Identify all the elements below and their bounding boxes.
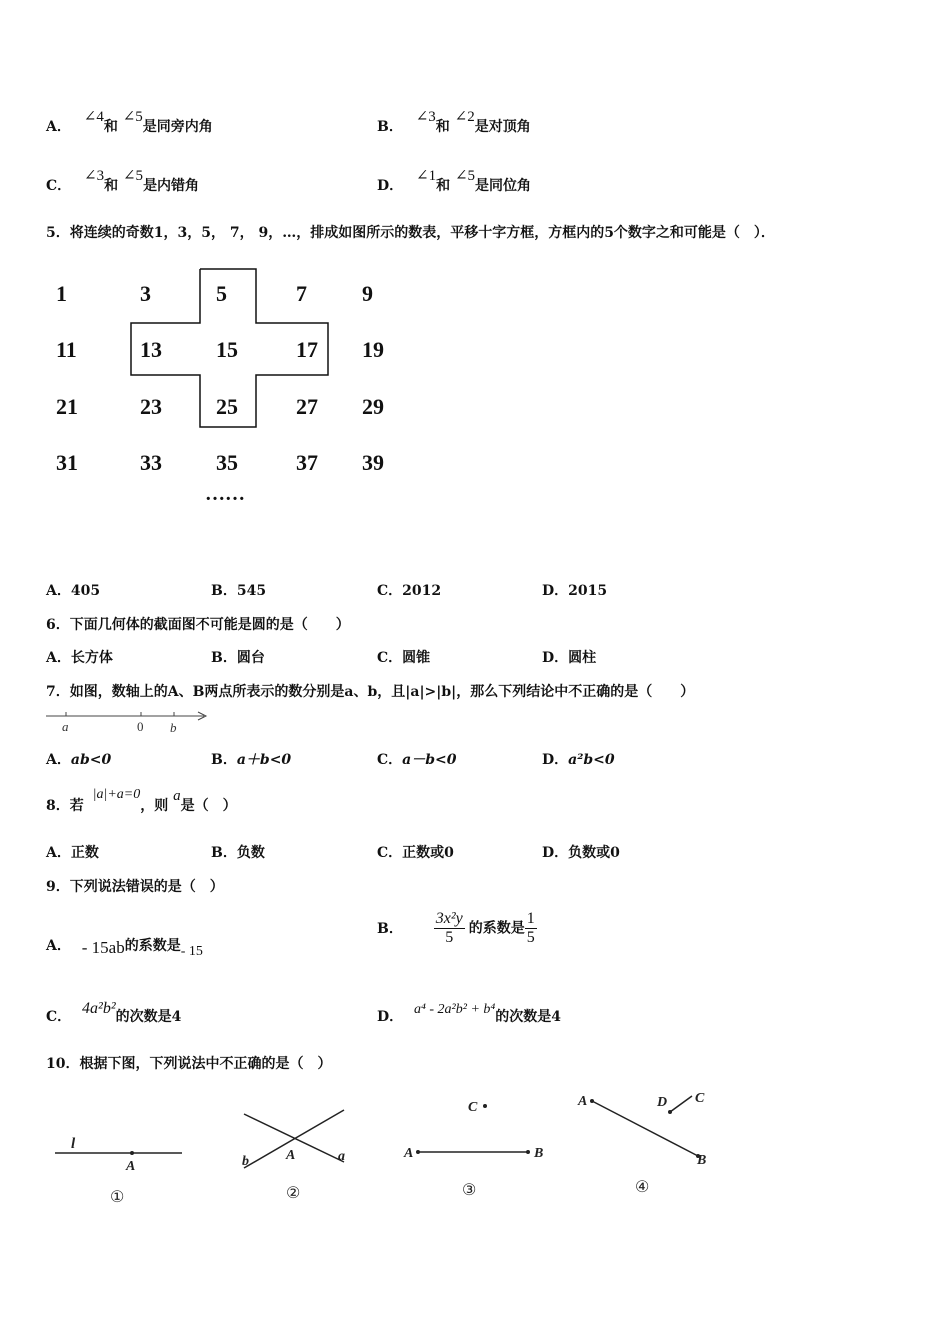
option-letter: C． bbox=[377, 845, 403, 861]
q7-stem: 7．如图，数轴上的A、B两点所表示的数分别是a、b，且|a|>|b|，那么下列结论中不正确的是（ ） bbox=[46, 684, 695, 700]
angle-expr: ∠2 bbox=[454, 109, 475, 125]
q8-tail: 是（ ） bbox=[180, 798, 237, 814]
option-text: 圆柱 bbox=[568, 650, 597, 666]
angle-expr: ∠3 bbox=[415, 109, 436, 125]
grid-ellipsis: …… bbox=[205, 483, 245, 505]
fraction-denominator: 5 bbox=[445, 929, 454, 946]
grid-number: 35 bbox=[216, 450, 238, 475]
point-d bbox=[668, 1110, 672, 1114]
q7-option-c bbox=[377, 749, 457, 769]
q6-stem: 6．下面几何体的截面图不可能是圆的是（ ） bbox=[46, 617, 350, 633]
option-text: 负数或0 bbox=[568, 845, 620, 861]
q8-expression: |a|+a=0 bbox=[92, 787, 141, 802]
q5-option-d bbox=[542, 580, 607, 600]
option-text: 负数 bbox=[236, 845, 265, 861]
option-text: 正数或0 bbox=[402, 845, 454, 861]
q8-option-a bbox=[46, 842, 99, 862]
option-text: 长方体 bbox=[70, 650, 113, 666]
label-l: l bbox=[71, 1136, 76, 1152]
option-text: 2015 bbox=[568, 583, 608, 599]
option-letter: A． bbox=[46, 119, 71, 135]
option-letter: A． bbox=[46, 752, 71, 768]
q6-option-a bbox=[46, 647, 113, 667]
grid-number: 21 bbox=[56, 394, 78, 419]
grid-number: 23 bbox=[140, 394, 162, 419]
q9d-expression: a⁴ - 2a²b² + b⁴ bbox=[414, 1002, 496, 1017]
q9-option-b bbox=[377, 910, 537, 960]
grid-number: 9 bbox=[362, 281, 373, 306]
q5-number-grid bbox=[40, 262, 420, 512]
option-letter: A． bbox=[46, 583, 71, 599]
option-text: 405 bbox=[70, 583, 101, 599]
q10-figures bbox=[40, 1080, 740, 1210]
option-letter: D． bbox=[542, 845, 569, 861]
label-c: C bbox=[468, 1100, 478, 1115]
option-letter: D． bbox=[377, 1009, 404, 1025]
option-text: ab<0 bbox=[70, 752, 112, 768]
q5-option-b bbox=[211, 580, 266, 600]
option-letter: B． bbox=[211, 650, 237, 666]
and-text: 和 bbox=[103, 119, 118, 135]
label-a-line: a bbox=[338, 1149, 345, 1164]
grid-number: 27 bbox=[296, 394, 318, 419]
q4-option-c bbox=[46, 168, 200, 195]
q5-stem: 5．将连续的奇数1，3，5， 7， 9，…，排成如图所示的数表，平移十字方框，方框内的5个数字之和可能是（ ）． bbox=[46, 225, 775, 241]
label-a: A bbox=[404, 1146, 414, 1161]
option-letter: D． bbox=[377, 178, 404, 194]
q9c-expression: 4a²b² bbox=[82, 1000, 116, 1017]
option-text: a²b<0 bbox=[568, 752, 615, 768]
angle-expr: ∠3 bbox=[84, 168, 105, 184]
option-letter: D． bbox=[542, 583, 569, 599]
q6-option-b bbox=[211, 647, 265, 667]
q9d-tail: 的次数是4 bbox=[495, 1009, 562, 1025]
segment-ab bbox=[592, 1101, 698, 1156]
label-d: D bbox=[657, 1095, 668, 1110]
q9b-mid: 的系数是 bbox=[468, 920, 525, 937]
grid-number: 5 bbox=[216, 281, 227, 306]
q7-option-b bbox=[211, 749, 291, 769]
q8-prefix: 8．若 bbox=[46, 798, 84, 814]
q5-option-a bbox=[46, 580, 100, 600]
option-text: 545 bbox=[236, 583, 267, 599]
q7-number-line bbox=[44, 706, 214, 736]
angle-expr: ∠5 bbox=[454, 168, 476, 184]
q10-stem: 10．根据下图，下列说法中不正确的是（ ） bbox=[46, 1056, 332, 1072]
grid-number: 39 bbox=[362, 450, 384, 475]
option-text: a＋b<0 bbox=[236, 752, 292, 768]
figure-4 bbox=[577, 1091, 706, 1196]
q9c-tail: 的次数是4 bbox=[115, 1009, 182, 1025]
option-letter: A． bbox=[46, 938, 71, 954]
grid-number: 17 bbox=[296, 337, 318, 362]
label-zero: 0 bbox=[137, 719, 144, 734]
q5-option-c bbox=[377, 580, 441, 600]
option-text: 圆锥 bbox=[402, 650, 431, 666]
q7-option-a bbox=[46, 749, 111, 769]
label-a: a bbox=[62, 719, 69, 734]
q8-mid: ，则 bbox=[140, 798, 169, 814]
figure-3 bbox=[403, 1100, 543, 1199]
option-letter: B． bbox=[211, 583, 237, 599]
option-letter: B． bbox=[211, 752, 237, 768]
option-text: 是对顶角 bbox=[474, 119, 531, 135]
option-letter: B． bbox=[377, 119, 403, 135]
option-letter: C． bbox=[46, 1009, 72, 1025]
q8-option-c bbox=[377, 842, 454, 862]
grid-number: 1 bbox=[56, 281, 67, 306]
option-letter: C． bbox=[46, 178, 72, 194]
q8-option-d bbox=[542, 842, 620, 862]
q7-option-d bbox=[542, 749, 615, 769]
grid-number: 33 bbox=[140, 450, 162, 475]
q6-option-d bbox=[542, 647, 596, 667]
q9b-fraction bbox=[434, 910, 465, 947]
ray-dc bbox=[670, 1096, 692, 1112]
q8-option-b bbox=[211, 842, 265, 862]
q9a-value: - 15 bbox=[180, 944, 203, 959]
option-text: 是内错角 bbox=[143, 178, 200, 194]
q4-option-b bbox=[377, 109, 531, 136]
option-text: 圆台 bbox=[236, 650, 265, 666]
q9-option-d bbox=[377, 1002, 562, 1026]
option-letter: C． bbox=[377, 583, 403, 599]
angle-expr: ∠1 bbox=[416, 168, 437, 184]
point-a bbox=[416, 1150, 420, 1154]
label-c: C bbox=[695, 1091, 705, 1106]
label-b: B bbox=[534, 1146, 544, 1161]
label-b: B bbox=[697, 1153, 707, 1168]
q9-option-a bbox=[46, 935, 203, 959]
point-c bbox=[483, 1104, 487, 1108]
option-text: 是同旁内角 bbox=[142, 119, 213, 135]
option-letter: B． bbox=[211, 845, 237, 861]
label-b: b bbox=[242, 1154, 249, 1169]
angle-expr: ∠5 bbox=[122, 109, 143, 125]
figure-number: ② bbox=[286, 1185, 301, 1202]
q9-option-c bbox=[46, 1000, 182, 1026]
q4-option-a bbox=[46, 109, 213, 136]
point-a bbox=[130, 1151, 134, 1155]
label-a-point: A bbox=[286, 1148, 296, 1163]
option-text: 正数 bbox=[70, 845, 99, 861]
point-a bbox=[590, 1099, 594, 1103]
grid-number: 13 bbox=[140, 337, 162, 362]
option-letter: A． bbox=[46, 650, 71, 666]
q9b-coefficient bbox=[525, 910, 537, 947]
figure-2 bbox=[242, 1110, 345, 1202]
q9a-mid: 的系数是 bbox=[124, 938, 181, 954]
grid-number: 25 bbox=[216, 394, 238, 419]
figure-number: ① bbox=[110, 1189, 125, 1206]
q4-option-d bbox=[377, 168, 532, 195]
option-letter: C． bbox=[377, 752, 403, 768]
q9-stem: 9．下列说法错误的是（ ） bbox=[46, 879, 224, 895]
grid-number: 11 bbox=[56, 337, 77, 362]
grid-number: 15 bbox=[216, 337, 238, 362]
fraction-denominator: 5 bbox=[526, 929, 535, 946]
label-a: A bbox=[578, 1094, 588, 1109]
option-letter: D． bbox=[542, 650, 569, 666]
figure-number: ④ bbox=[635, 1179, 650, 1196]
option-letter: A． bbox=[46, 845, 71, 861]
label-b: b bbox=[170, 720, 177, 735]
grid-number: 31 bbox=[56, 450, 78, 475]
q8-stem bbox=[46, 787, 237, 815]
grid-number: 19 bbox=[362, 337, 384, 362]
figure-number: ③ bbox=[462, 1182, 477, 1199]
figure-1 bbox=[55, 1136, 182, 1206]
grid-number: 3 bbox=[140, 281, 151, 306]
q9a-expression: - 15ab bbox=[81, 938, 125, 957]
q6-option-c bbox=[377, 647, 430, 667]
point-b bbox=[526, 1150, 530, 1154]
angle-expr: ∠5 bbox=[122, 168, 144, 184]
option-letter: C． bbox=[377, 650, 403, 666]
grid-number: 29 bbox=[362, 394, 384, 419]
and-text: 和 bbox=[104, 178, 119, 194]
option-text: a－b<0 bbox=[402, 752, 457, 768]
option-text: 是同位角 bbox=[475, 178, 532, 194]
fraction-numerator: 3x²y bbox=[435, 910, 463, 927]
option-letter: D． bbox=[542, 752, 569, 768]
option-text: 2012 bbox=[402, 583, 442, 599]
option-letter: B． bbox=[377, 920, 403, 937]
q8-variable: a bbox=[173, 788, 181, 804]
grid-number: 7 bbox=[296, 281, 307, 306]
and-text: 和 bbox=[435, 119, 450, 135]
and-text: 和 bbox=[436, 178, 451, 194]
fraction-numerator: 1 bbox=[526, 910, 535, 927]
label-a: A bbox=[126, 1159, 136, 1174]
grid-number: 37 bbox=[296, 450, 318, 475]
angle-expr: ∠4 bbox=[83, 109, 104, 125]
